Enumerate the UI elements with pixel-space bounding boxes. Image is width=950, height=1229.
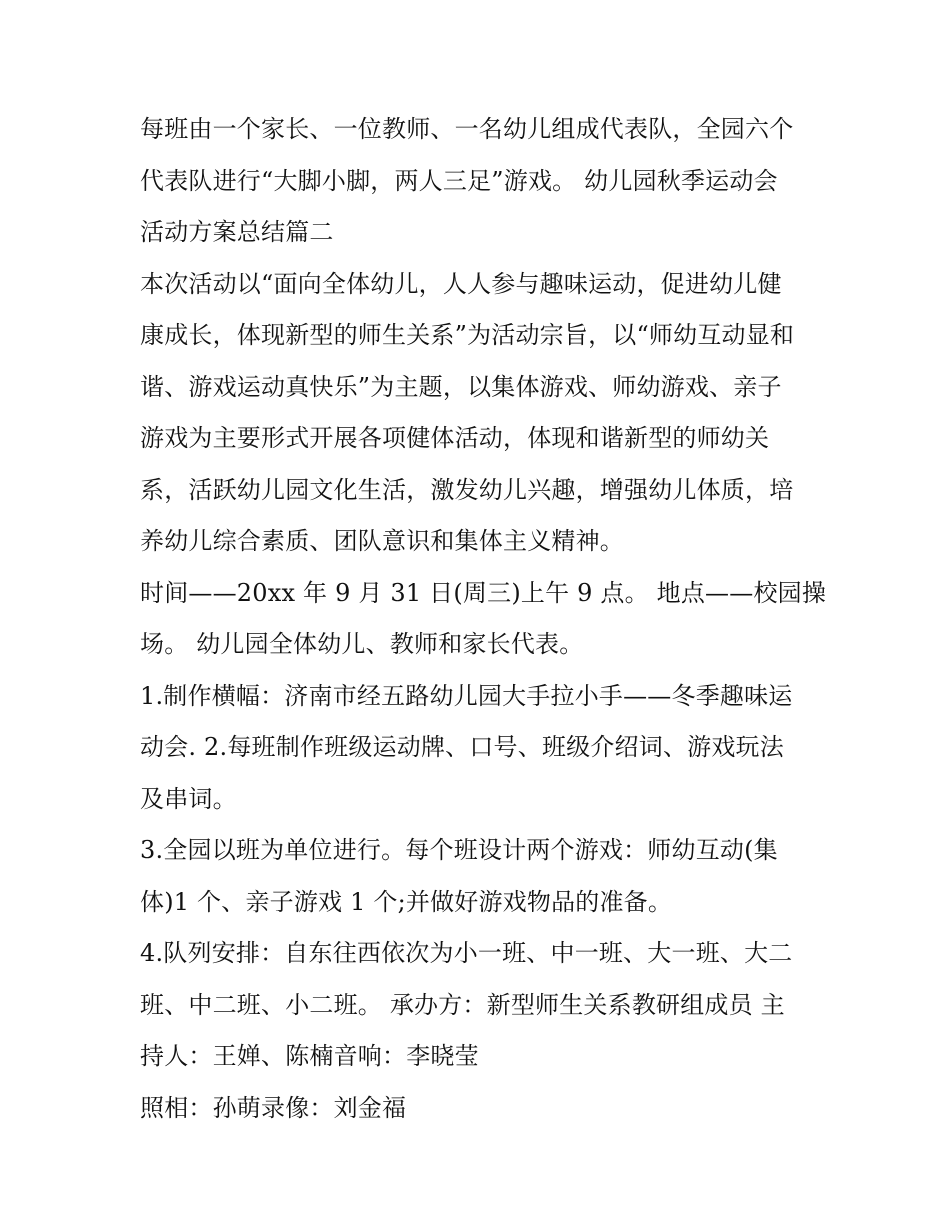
text-line: 本次活动以“面向全体幼儿，人人参与趣味运动，促进幼儿健 bbox=[140, 269, 782, 298]
text-line: 4.队列安排：自东往西依次为小一班、中一班、大一班、大二 bbox=[140, 939, 793, 967]
text-line: 游戏为主要形式开展各项健体活动，体现和谐新型的师幼关 bbox=[140, 424, 770, 452]
text-line: 代表队进行“大脚小脚，两人三足”游戏。 幼儿园秋季运动会 bbox=[140, 166, 778, 195]
text-line: 系，活跃幼儿园文化生活，激发幼儿兴趣，增强幼儿体质，培 bbox=[140, 475, 794, 504]
text-line: 班、中二班、小二班。 承办方：新型师生关系教研组成员 主 bbox=[140, 990, 785, 1019]
text-line: 养幼儿综合素质、团队意识和集体主义精神。 bbox=[140, 527, 624, 555]
text-line: 每班由一个家长、一位教师、一名幼儿组成代表队，全园六个 bbox=[140, 115, 794, 143]
text-line: 动会. 2.每班制作班级运动牌、口号、班级介绍词、游戏玩法 bbox=[140, 733, 784, 761]
text-line: 照相：孙萌录像：刘金福 bbox=[140, 1093, 407, 1122]
text-line: 体)1 个、亲子游戏 1 个;并做好游戏物品的准备。 bbox=[140, 887, 673, 916]
text-line: 谐、游戏运动真快乐”为主题，以集体游戏、师幼游戏、亲子 bbox=[140, 372, 782, 401]
text-line: 活动方案总结篇二 bbox=[140, 218, 334, 246]
text-line: 1.制作横幅：济南市经五路幼儿园大手拉小手——冬季趣味运 bbox=[140, 681, 793, 710]
document-body bbox=[140, 104, 827, 1134]
text-line: 时间——20xx 年 9 月 31 日(周三)上午 9 点。 地点——校园操 bbox=[140, 578, 827, 607]
text-line: 康成长，体现新型的师生关系”为活动宗旨，以“师幼互动显和 bbox=[140, 321, 795, 349]
text-line: 持人：王婵、陈楠音响：李晓莹 bbox=[140, 1042, 479, 1070]
text-line: 及串词。 bbox=[140, 784, 237, 813]
text-line: 场。 幼儿园全体幼儿、教师和家长代表。 bbox=[140, 630, 584, 658]
text-line: 3.全园以班为单位进行。每个班设计两个游戏：师幼互动(集 bbox=[140, 836, 778, 864]
